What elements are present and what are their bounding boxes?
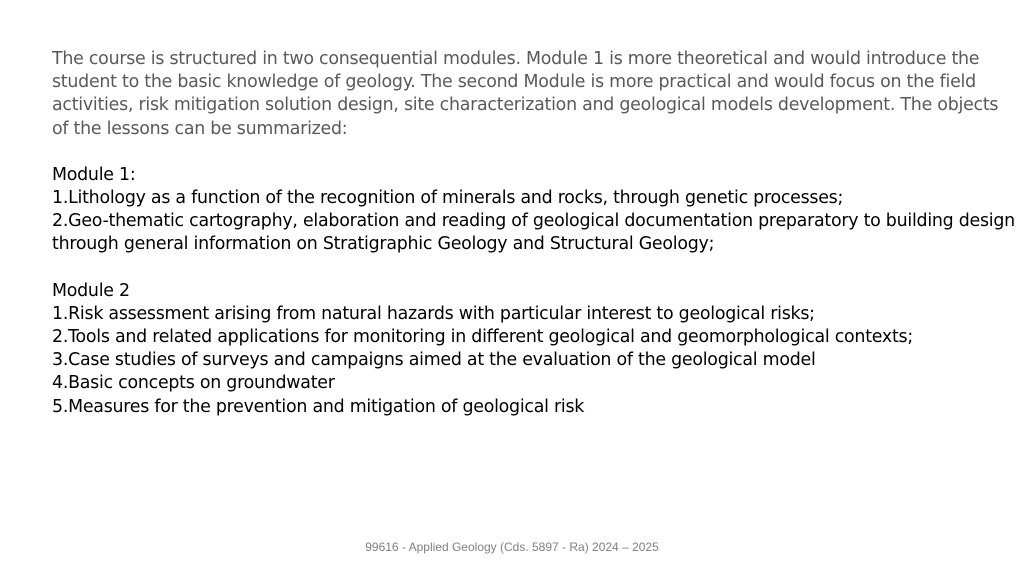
slide-content (52, 48, 1017, 419)
module-1-section (52, 164, 1017, 257)
module-1-list (52, 187, 1017, 257)
module-2-item: 3.Case studies of surveys and campaigns aimed at the evaluation of the geological model (52, 350, 816, 371)
module-2-item: 1.Risk assessment arising from natural hazards with particular interest to geological risks; (52, 303, 815, 324)
slide-footer: 99616 - Applied Geology (Cds. 5897 - Ra) 2024 – 2025 (365, 540, 659, 554)
module-1-heading: Module 1: (52, 164, 136, 185)
module-2-list (52, 303, 1017, 419)
module-2-item: 4.Basic concepts on groundwater (52, 373, 335, 394)
module-2-item: 2.Tools and related applications for monitoring in different geological and geomorphological contexts; (52, 327, 913, 348)
module-2-item: 5.Measures for the prevention and mitigation of geological risk (52, 396, 585, 417)
module-1-item: 2.Geo-thematic cartography, elaboration and reading of geological documentation preparatory to building design through general information on Stratigraphic Geology and Structural Geology; (52, 211, 1015, 255)
intro-paragraph: The course is structured in two consequential modules. Module 1 is more theoretical and would introduce the student to the basic knowledge of geology. The second Module is more practical and would focus on the field activities, risk mitigation solution design, site characterization and geological models development. The objects of the lessons can be summarized: (52, 49, 999, 139)
module-2-heading: Module 2 (52, 280, 130, 301)
module-2-section (52, 280, 1017, 419)
module-1-item: 1.Lithology as a function of the recognition of minerals and rocks, through genetic processes; (52, 188, 844, 209)
